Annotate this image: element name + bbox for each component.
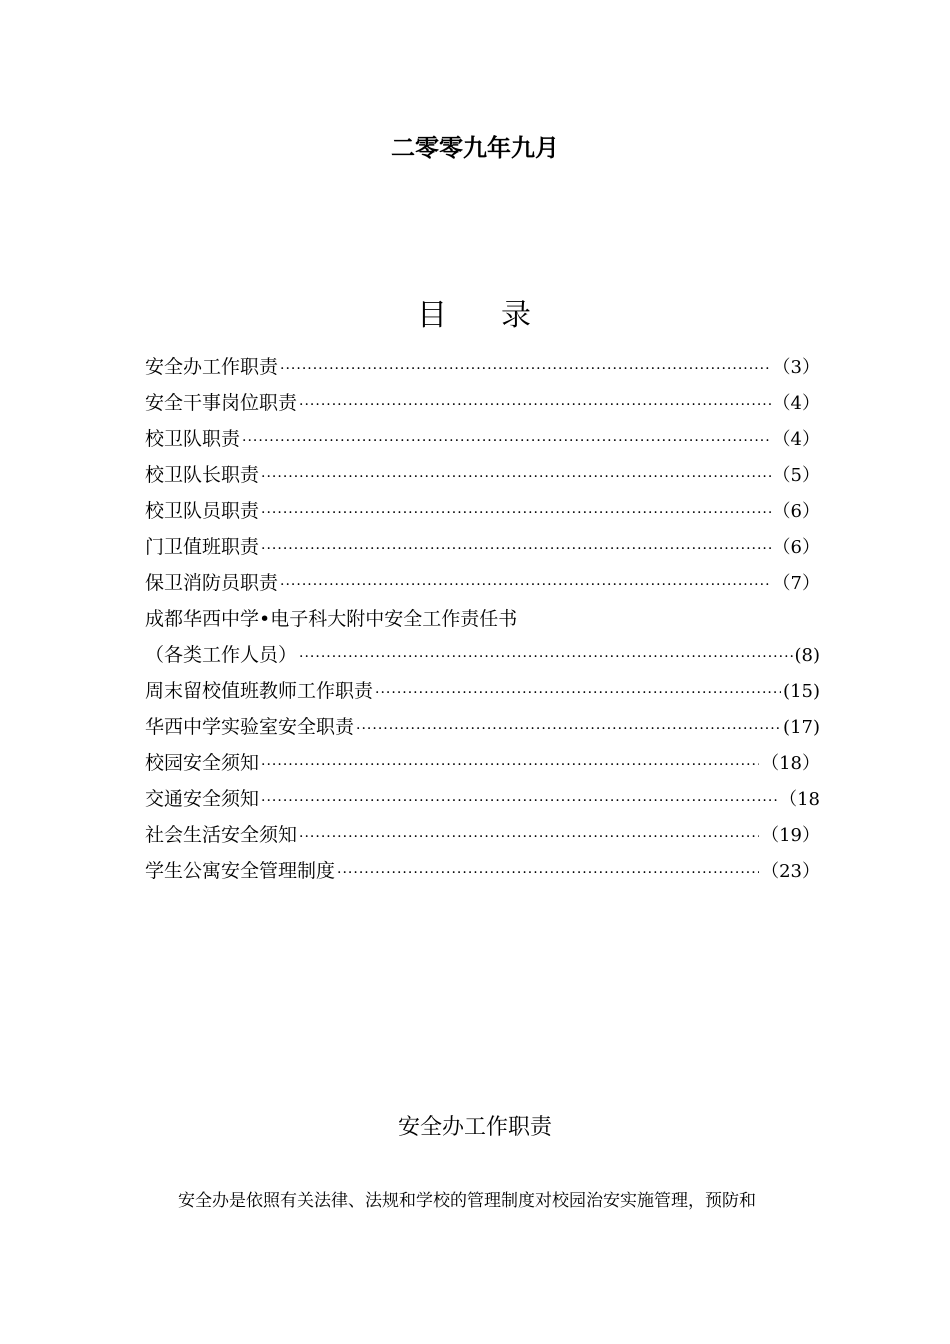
toc-entry[interactable] — [145, 853, 820, 889]
toc-entry-page: (8) — [794, 645, 820, 666]
toc-entry[interactable] — [145, 493, 820, 529]
toc-entry-label: 校卫队员职责 — [145, 500, 260, 522]
toc-title — [0, 296, 950, 336]
toc-entry-page: （6） — [772, 537, 820, 558]
toc-entry-label: 校卫队长职责 — [145, 464, 260, 486]
table-of-contents — [145, 349, 820, 889]
toc-dot-leader — [261, 531, 771, 567]
section-paragraph: 安全办是依照有关法律、法规和学校的管理制度对校园治安实施管理，预防和 — [178, 1191, 756, 1211]
toc-entry-page: （19） — [761, 825, 820, 846]
toc-dot-leader — [280, 351, 771, 387]
toc-entry[interactable] — [145, 565, 820, 601]
toc-dot-leader — [261, 783, 777, 819]
toc-dot-leader — [261, 459, 771, 495]
toc-entry[interactable] — [145, 421, 820, 457]
toc-dot-leader — [261, 495, 771, 531]
toc-entry-label: 学生公寓安全管理制度 — [145, 860, 336, 882]
toc-entry-page: (15) — [783, 681, 820, 702]
toc-entry-label: （各类工作人员） — [145, 644, 298, 666]
toc-entry[interactable] — [145, 673, 820, 709]
toc-entry-label: 安全干事岗位职责 — [145, 392, 298, 414]
toc-entry-label: 安全办工作职责 — [145, 356, 279, 378]
toc-dot-leader — [356, 711, 781, 747]
toc-entry[interactable] — [145, 709, 820, 745]
toc-dot-leader — [299, 819, 759, 855]
toc-dot-leader — [299, 639, 792, 675]
toc-entry-page: （5） — [772, 465, 820, 486]
toc-entry-page: （4） — [772, 429, 820, 450]
toc-dot-leader — [261, 747, 759, 783]
toc-entry-page: (17) — [783, 717, 820, 738]
section-title: 安全办工作职责 — [397, 1115, 552, 1140]
toc-entry[interactable] — [145, 385, 820, 421]
toc-entry-label: 校园安全须知 — [145, 752, 260, 774]
toc-entry[interactable] — [145, 637, 820, 673]
toc-entry-page: （23） — [761, 861, 820, 882]
toc-title-left: 目 — [417, 298, 449, 333]
toc-entry-label: 校卫队职责 — [145, 428, 241, 450]
toc-entry-label: 社会生活安全须知 — [145, 824, 298, 846]
toc-entry-page: （6） — [772, 501, 820, 522]
toc-entry-label: 门卫值班职责 — [145, 536, 260, 558]
toc-dot-leader — [375, 675, 781, 711]
toc-entry[interactable] — [145, 745, 820, 781]
toc-entry[interactable] — [145, 817, 820, 853]
toc-entry-page: （18 — [779, 789, 820, 810]
toc-entry-page: （18） — [761, 753, 820, 774]
toc-dot-leader — [242, 423, 771, 459]
toc-entry-label: 华西中学实验室安全职责 — [145, 716, 355, 738]
toc-title-right: 录 — [501, 298, 533, 333]
toc-entry-label: 周末留校值班教师工作职责 — [145, 680, 374, 702]
toc-entry-heading[interactable] — [145, 601, 820, 637]
toc-entry[interactable] — [145, 457, 820, 493]
toc-entry-page: （7） — [772, 573, 820, 594]
toc-entry-label: 保卫消防员职责 — [145, 572, 279, 594]
toc-dot-leader — [299, 387, 771, 423]
toc-entry[interactable] — [145, 781, 820, 817]
toc-entry-page: （4） — [772, 393, 820, 414]
toc-entry[interactable] — [145, 529, 820, 565]
toc-entry-page: （3） — [772, 357, 820, 378]
toc-entry-label: 交通安全须知 — [145, 788, 260, 810]
toc-entry-label: 成都华西中学•电子科大附中安全工作责任书 — [145, 608, 518, 630]
document-date: 二零零九年九月 — [391, 134, 559, 162]
toc-entry[interactable] — [145, 349, 820, 385]
toc-dot-leader — [280, 567, 771, 603]
toc-dot-leader — [337, 855, 759, 891]
